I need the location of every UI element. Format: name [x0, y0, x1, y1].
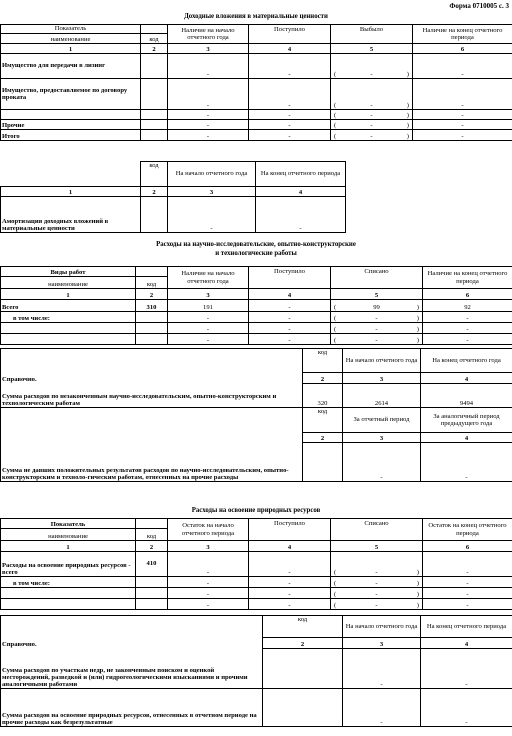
- col-number: 1: [1, 44, 141, 54]
- col-number: 1: [1, 541, 136, 552]
- table-cell: ( - ): [331, 312, 423, 323]
- type-header: Виды работ: [1, 267, 136, 277]
- table-row-name: [1, 599, 136, 610]
- section3-table: [0, 518, 512, 610]
- table-cell: -: [249, 334, 331, 345]
- table-cell: 9494: [421, 384, 512, 408]
- table-row-name: [1, 323, 136, 334]
- col-number: 2: [303, 433, 343, 443]
- reference-row-text: Сумма расходов по участкам недр, не законченным поиском и оценкой месторождений, разведкой и (или) гидрогеологическими изысканиями и прочими аналогичными работами: [1, 649, 263, 689]
- table-cell: -: [249, 120, 331, 130]
- table-cell: -: [168, 79, 249, 110]
- start-header: На начало отчетного года: [168, 162, 256, 187]
- table-cell: ( 99 ): [331, 300, 423, 312]
- table-cell: -: [249, 599, 331, 610]
- table-row-code: 310: [136, 300, 168, 312]
- table-cell: -: [168, 54, 249, 79]
- end-header: На конец отчетного периода: [421, 616, 512, 638]
- table-cell: -: [423, 599, 512, 610]
- table-cell: -: [249, 54, 331, 79]
- reference-row-text: Сумма расходов по незаконченным научно-исследовательским, опытно-конструкторским и технологическим работам: [1, 384, 303, 408]
- code-header: код: [263, 616, 343, 638]
- col-number: 5: [331, 541, 423, 552]
- table-cell: -: [168, 197, 256, 233]
- received-header: Поступило: [249, 519, 331, 541]
- table-cell: -: [249, 110, 331, 120]
- table-cell: 191: [168, 300, 249, 312]
- table-cell: -: [249, 130, 331, 141]
- end-header: Наличие на конец отчетного периода: [423, 267, 512, 289]
- section1-title: Доходные вложения в материальные ценности: [184, 13, 328, 20]
- table-row-code: [141, 79, 168, 110]
- end-header: На конец отчетного периода: [256, 162, 346, 187]
- reference-label: Справочно.: [1, 373, 303, 384]
- col-number: 2: [141, 187, 168, 197]
- reference-row-text: Сумма не давших положительных результатов расходов по научно-исследовательским, опытно-конструкторским и техноло-гическим работам, отнесенных на прочие расходы: [1, 443, 303, 482]
- section2-table: [0, 266, 512, 345]
- amortization-table: [0, 161, 346, 233]
- col-number: 4: [421, 433, 512, 443]
- col-number: 4: [421, 638, 512, 649]
- table-cell: -: [249, 552, 331, 577]
- table-cell: -: [423, 334, 512, 345]
- col-number: 2: [141, 44, 168, 54]
- table-row-name: Имущество, предоставляемое по договору проката: [1, 79, 141, 110]
- reference-row-text: Сумма расходов на освоение природных ресурсов, отнесенных в отчетном периоде на прочие расходы как безрезультатные: [1, 689, 263, 727]
- col-number: 6: [423, 541, 512, 552]
- code-header: код: [141, 34, 168, 44]
- col-number: 1: [1, 187, 141, 197]
- table-cell: -: [343, 443, 421, 482]
- table-cell: 2614: [343, 384, 421, 408]
- table-cell: -: [413, 120, 512, 130]
- col-number: 5: [331, 44, 413, 54]
- table-cell: -: [423, 312, 512, 323]
- table-cell: ( - ): [331, 79, 413, 110]
- table-row-name: Всего: [1, 300, 136, 312]
- reference-label: Справочно.: [1, 638, 263, 649]
- table-cell: -: [168, 599, 249, 610]
- table-row-code: [136, 312, 168, 323]
- section3-reference-table: [0, 615, 512, 727]
- table-cell: -: [168, 312, 249, 323]
- start-header: Остаток на начало отчетного периода: [168, 519, 249, 541]
- table-row-code: [141, 54, 168, 79]
- table-cell: -: [168, 588, 249, 599]
- section1-table: [0, 24, 512, 141]
- indicator-header: Показатель: [1, 519, 136, 529]
- code-header: код: [141, 162, 168, 187]
- col-number: 2: [303, 373, 343, 384]
- table-cell: -: [421, 649, 512, 689]
- table-cell: ( - ): [331, 588, 423, 599]
- table-cell: -: [168, 552, 249, 577]
- table-row-name: Прочие: [1, 120, 141, 130]
- start-header: На начало отчетного года: [343, 349, 421, 373]
- table-cell: -: [343, 689, 421, 727]
- table-row-name: Итого: [1, 130, 141, 141]
- end-header: На конец отчетного года: [421, 349, 512, 373]
- table-cell: -: [249, 323, 331, 334]
- end-header: Наличие на конец отчетного периода: [413, 25, 512, 44]
- code-header: код: [136, 277, 168, 289]
- section2-reference-table: [0, 348, 512, 482]
- table-row-name: [1, 110, 141, 120]
- table-cell: ( - ): [331, 334, 423, 345]
- table-cell: -: [249, 79, 331, 110]
- table-cell: -: [413, 110, 512, 120]
- table-row-code: [136, 588, 168, 599]
- table-row-name: Имущество для передачи в лизинг: [1, 54, 141, 79]
- table-cell: -: [423, 552, 512, 577]
- col-number: 3: [168, 187, 256, 197]
- table-cell: -: [168, 130, 249, 141]
- table-cell: -: [168, 577, 249, 588]
- written-off-header: Списано: [331, 267, 423, 289]
- col-number: 3: [168, 289, 249, 300]
- code-header: код: [303, 349, 343, 373]
- table-row-name: [1, 334, 136, 345]
- table-row-code: [303, 443, 343, 482]
- table-cell: ( - ): [331, 130, 413, 141]
- table-cell: -: [421, 689, 512, 727]
- indicator-header: Показатель: [1, 25, 141, 34]
- table-cell: -: [421, 443, 512, 482]
- table-cell: ( - ): [331, 54, 413, 79]
- table-cell: -: [249, 588, 331, 599]
- section2-title-line1: Расходы на научно-исследовательские, опытно-конструкторские: [156, 241, 356, 248]
- section2-title-line2: и технологические работы: [215, 250, 297, 257]
- code-header: код: [303, 408, 343, 433]
- table-row-code: [136, 599, 168, 610]
- table-cell: ( - ): [331, 577, 423, 588]
- col-number: 5: [331, 289, 423, 300]
- name-header: наименование: [1, 529, 136, 541]
- table-cell: -: [413, 54, 512, 79]
- col-number: 4: [249, 44, 331, 54]
- received-header: Поступило: [249, 267, 331, 289]
- code-header: код: [136, 529, 168, 541]
- table-cell: ( - ): [331, 599, 423, 610]
- period-header: За отчетный период: [343, 408, 421, 433]
- table-row-code: [141, 130, 168, 141]
- col-number: 3: [168, 541, 249, 552]
- table-cell: -: [423, 577, 512, 588]
- col-number: 4: [249, 541, 331, 552]
- table-row-code: [141, 110, 168, 120]
- col-number: 6: [423, 289, 512, 300]
- disposed-header: Выбыло: [331, 25, 413, 44]
- table-cell: -: [249, 577, 331, 588]
- table-cell: -: [423, 323, 512, 334]
- col-number: 2: [136, 541, 168, 552]
- written-off-header: Списано: [331, 519, 423, 541]
- table-row-code: [263, 689, 343, 727]
- table-row-name: [1, 588, 136, 599]
- col-number: 6: [413, 44, 512, 54]
- table-row-code: [141, 120, 168, 130]
- col-number: 3: [343, 638, 421, 649]
- col-number: 2: [136, 289, 168, 300]
- end-header: Остаток на конец отчетного периода: [423, 519, 512, 541]
- start-header: Наличие на начало отчетного года: [168, 25, 249, 44]
- table-cell: -: [168, 334, 249, 345]
- table-cell: -: [413, 130, 512, 141]
- table-row-code: 320: [303, 384, 343, 408]
- form-number: Форма 0710005 с. 3: [449, 2, 509, 10]
- table-cell: -: [256, 197, 346, 233]
- table-row-code: [136, 334, 168, 345]
- col-number: 3: [168, 44, 249, 54]
- table-cell: ( - ): [331, 323, 423, 334]
- col-number: 4: [421, 373, 512, 384]
- table-cell: -: [413, 79, 512, 110]
- col-number: 3: [343, 373, 421, 384]
- table-row-code: 410: [136, 552, 168, 577]
- table-row-name: Амортизация доходных вложений в материальные ценности: [1, 197, 141, 233]
- table-cell: -: [168, 120, 249, 130]
- table-row-code: [136, 323, 168, 334]
- table-row-code: [263, 649, 343, 689]
- name-header: наименование: [1, 34, 141, 44]
- table-row-code: [141, 197, 168, 233]
- prev-period-header: За аналогичный период предыдущего года: [421, 408, 512, 433]
- table-cell: -: [168, 110, 249, 120]
- col-number: 4: [249, 289, 331, 300]
- name-header: наименование: [1, 277, 136, 289]
- section3-title: Расходы на освоение природных ресурсов: [191, 507, 321, 514]
- table-cell: 92: [423, 300, 512, 312]
- table-cell: ( - ): [331, 120, 413, 130]
- table-row-name: в том числе:: [1, 312, 136, 323]
- table-cell: -: [249, 300, 331, 312]
- table-cell: -: [423, 588, 512, 599]
- table-row-code: [136, 577, 168, 588]
- start-header: Наличие на начало отчетного года: [168, 267, 249, 289]
- table-cell: ( - ): [331, 110, 413, 120]
- col-number: 1: [1, 289, 136, 300]
- col-number: 4: [256, 187, 346, 197]
- table-cell: -: [168, 323, 249, 334]
- table-cell: -: [343, 649, 421, 689]
- col-number: 2: [263, 638, 343, 649]
- col-number: 3: [343, 433, 421, 443]
- table-row-name: Расходы на освоение природных ресурсов - всего: [1, 552, 136, 577]
- received-header: Поступило: [249, 25, 331, 44]
- table-row-name: в том числе:: [1, 577, 136, 588]
- table-cell: ( - ): [331, 552, 423, 577]
- start-header: На начало отчетного года: [343, 616, 421, 638]
- table-cell: -: [249, 312, 331, 323]
